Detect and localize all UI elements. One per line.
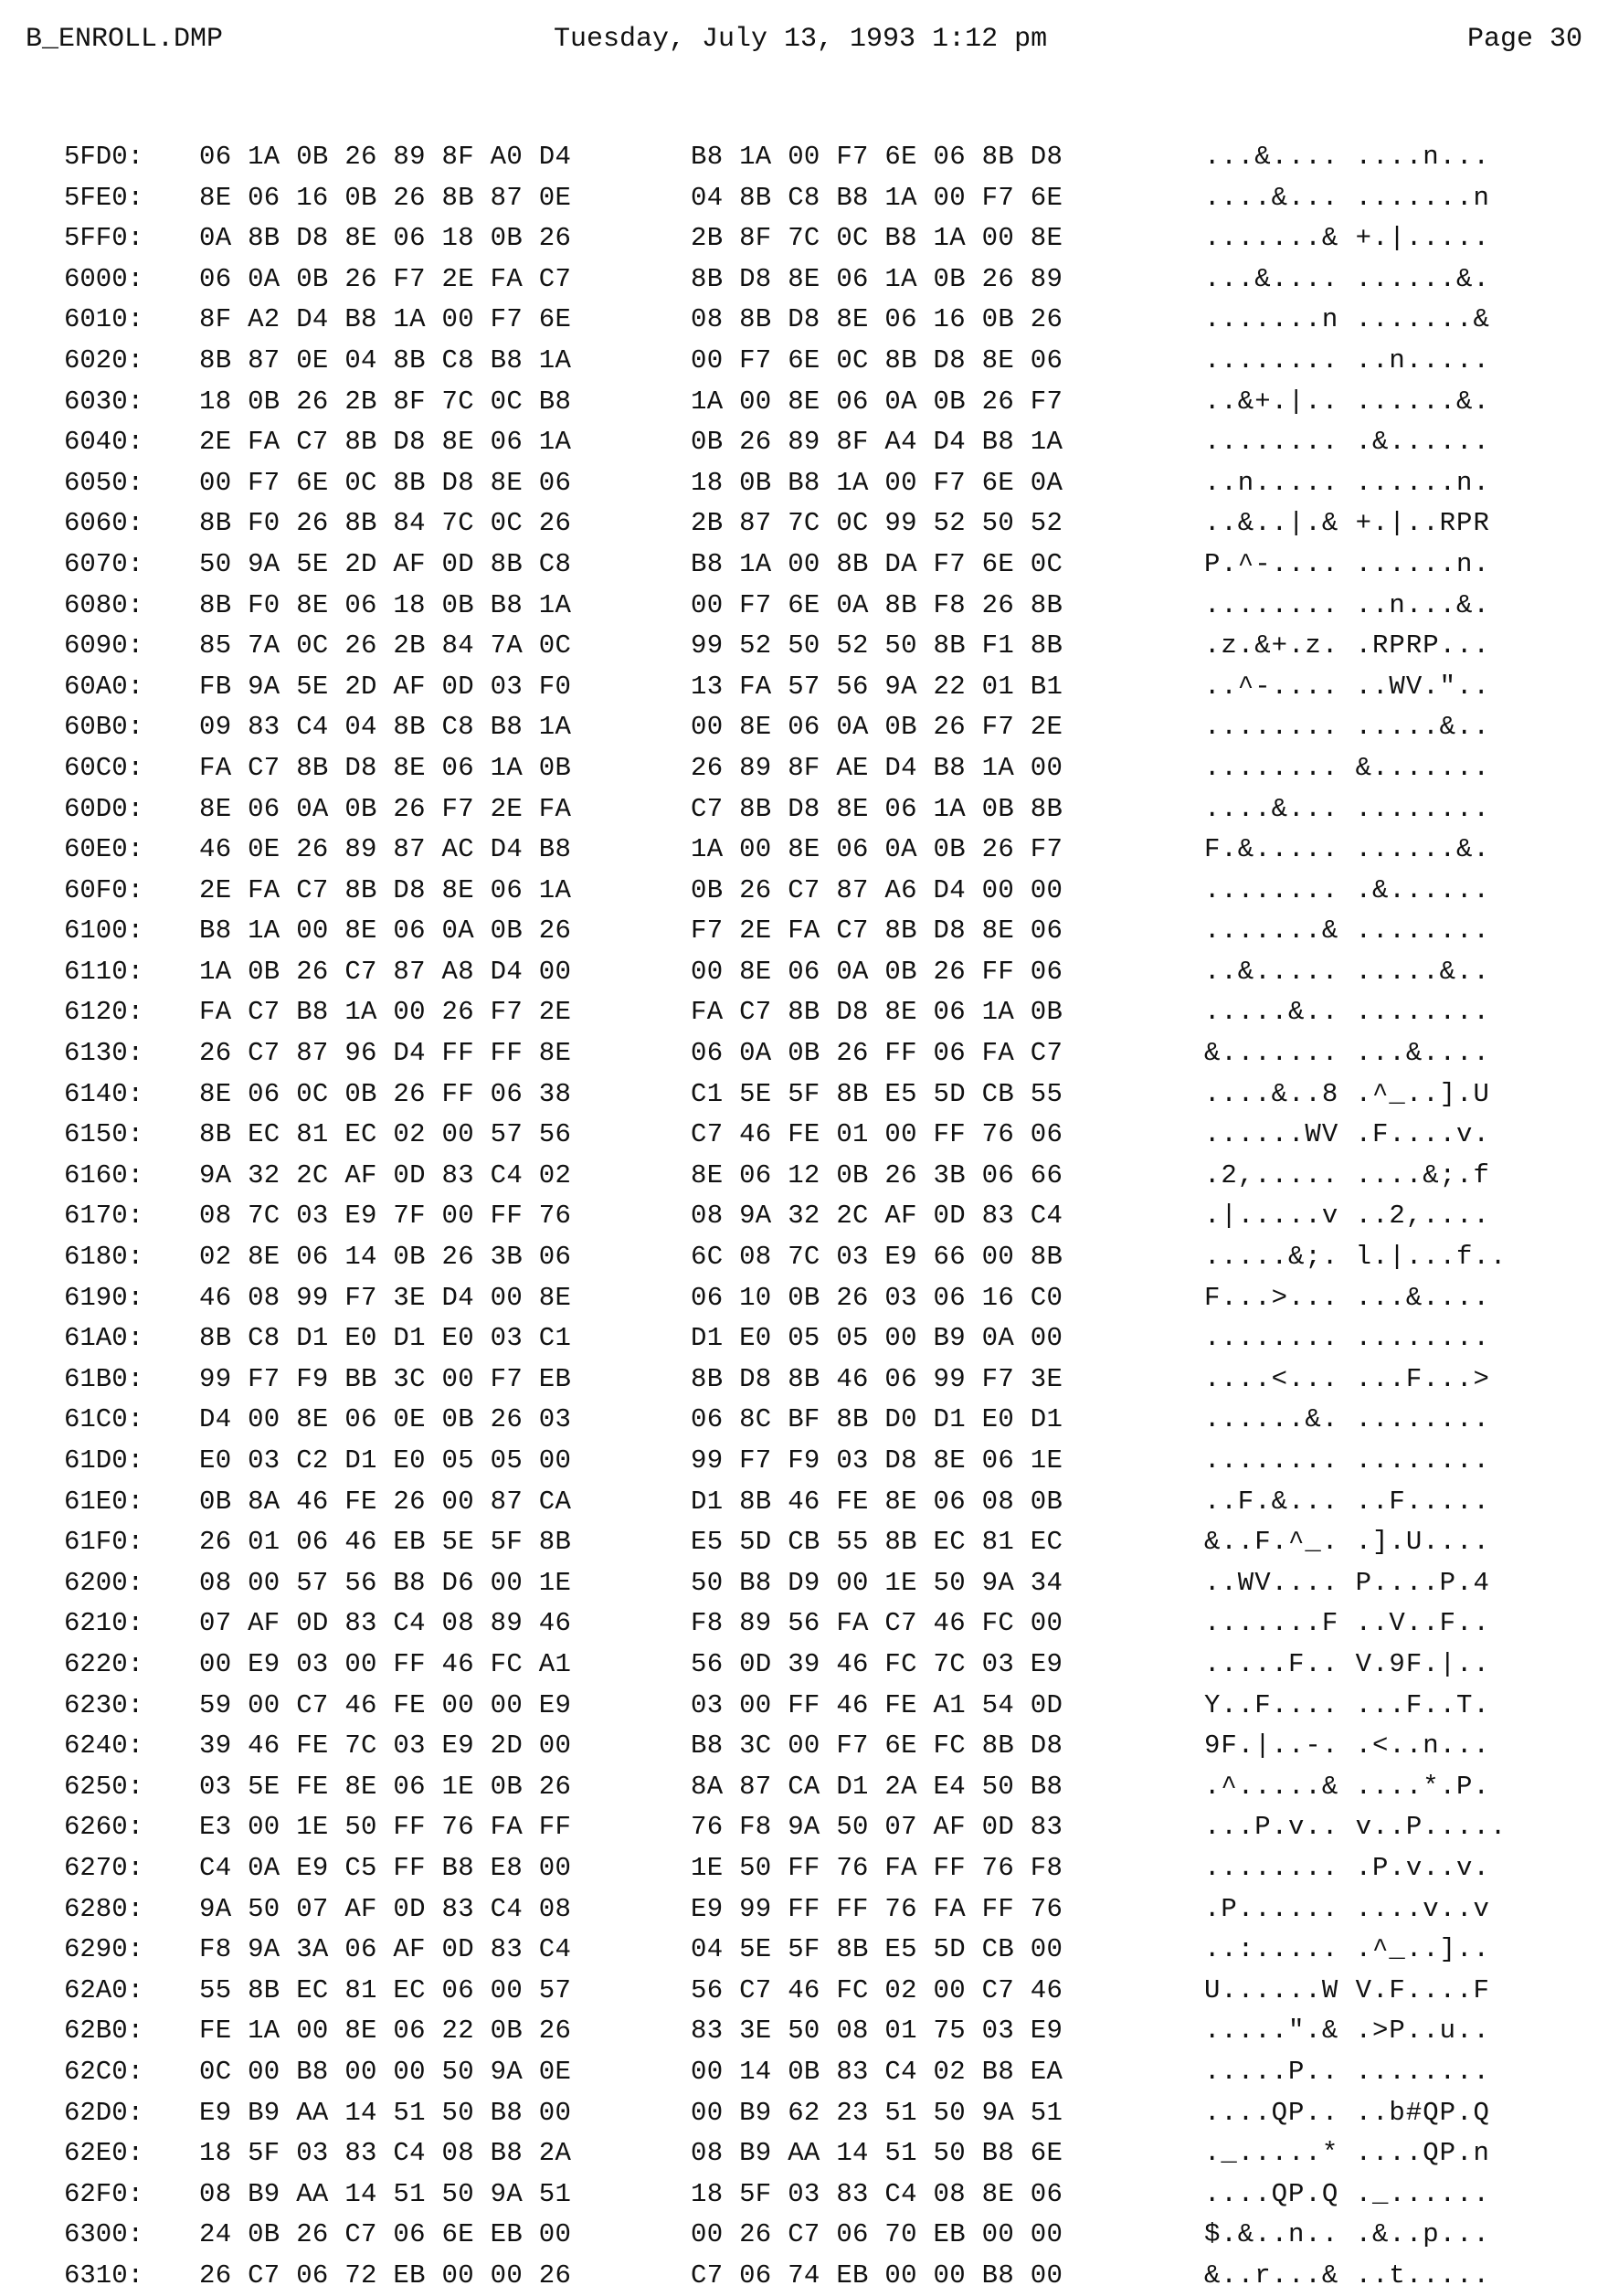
row-address: 60D0: [64,793,144,824]
dump-row [0,545,1608,586]
hex-dump [0,137,1608,2296]
row-address: 62C0: [64,2056,144,2087]
row-ascii: .....F.. V.9F.|.. [1204,1648,1490,1679]
row-ascii: .z.&+.z. .RPRP... [1204,630,1490,661]
row-hex-bytes-high: D1 8B 46 FE 8E 06 08 0B [691,1486,1063,1517]
row-hex-bytes-low: 8F A2 D4 B8 1A 00 F7 6E [199,304,572,335]
row-hex-bytes-high: 08 8B D8 8E 06 16 0B 26 [691,304,1063,335]
row-address: 61F0: [64,1527,144,1558]
dump-row [0,178,1608,219]
row-address: 6050: [64,467,144,498]
row-hex-bytes-low: FA C7 B8 1A 00 26 F7 2E [199,997,572,1028]
row-hex-bytes-low: 02 8E 06 14 0B 26 3B 06 [199,1242,572,1273]
row-ascii: ........ .&...... [1204,874,1490,905]
row-address: 62A0: [64,1974,144,2005]
row-address: 62F0: [64,2178,144,2209]
row-hex-bytes-high: 00 8E 06 0A 0B 26 F7 2E [691,712,1063,743]
row-hex-bytes-high: 04 8B C8 B8 1A 00 F7 6E [691,182,1063,213]
row-hex-bytes-high: 18 0B B8 1A 00 F7 6E 0A [691,467,1063,498]
row-hex-bytes-low: 07 AF 0D 83 C4 08 89 46 [199,1608,572,1639]
row-address: 61E0: [64,1486,144,1517]
row-hex-bytes-high: 08 9A 32 2C AF 0D 83 C4 [691,1201,1063,1232]
row-hex-bytes-high: E5 5D CB 55 8B EC 81 EC [691,1527,1063,1558]
row-hex-bytes-high: 8A 87 CA D1 2A E4 50 B8 [691,1771,1063,1802]
row-address: 5FE0: [64,182,144,213]
row-address: 60C0: [64,752,144,783]
row-hex-bytes-high: 99 52 50 52 50 8B F1 8B [691,630,1063,661]
row-ascii: F...>... ...&.... [1204,1282,1490,1313]
page-header [0,24,1608,60]
row-ascii: .2,..... ....&;.f [1204,1159,1490,1190]
row-hex-bytes-low: 85 7A 0C 26 2B 84 7A 0C [199,630,572,661]
row-address: 6100: [64,915,144,947]
dump-row [0,789,1608,831]
row-address: 6210: [64,1608,144,1639]
row-hex-bytes-low: 09 83 C4 04 8B C8 B8 1A [199,712,572,743]
dump-row [0,871,1608,912]
row-hex-bytes-low: C4 0A E9 C5 FF B8 E8 00 [199,1852,572,1883]
row-address: 60E0: [64,834,144,865]
row-hex-bytes-high: 56 0D 39 46 FC 7C 03 E9 [691,1648,1063,1679]
row-hex-bytes-high: B8 1A 00 8B DA F7 6E 0C [691,548,1063,579]
row-address: 6280: [64,1893,144,1924]
dump-row [0,1807,1608,1848]
row-hex-bytes-high: C7 06 74 EB 00 00 B8 00 [691,2259,1063,2291]
row-hex-bytes-high: 00 F7 6E 0C 8B D8 8E 06 [691,344,1063,376]
dump-row [0,463,1608,504]
row-hex-bytes-low: F8 9A 3A 06 AF 0D 83 C4 [199,1934,572,1965]
row-hex-bytes-high: C7 46 FE 01 00 FF 76 06 [691,1119,1063,1150]
dump-row [0,1522,1608,1563]
row-address: 6060: [64,508,144,539]
row-hex-bytes-low: FA C7 8B D8 8E 06 1A 0B [199,752,572,783]
row-hex-bytes-low: 24 0B 26 C7 06 6E EB 00 [199,2219,572,2250]
row-hex-bytes-high: B8 1A 00 F7 6E 06 8B D8 [691,142,1063,172]
row-ascii: ...&.... ....n... [1204,142,1490,172]
row-hex-bytes-low: 26 C7 06 72 EB 00 00 26 [199,2259,572,2291]
dump-row [0,382,1608,423]
row-hex-bytes-low: 2E FA C7 8B D8 8E 06 1A [199,427,572,458]
row-address: 6250: [64,1771,144,1802]
row-address: 61D0: [64,1445,144,1476]
row-hex-bytes-low: 8B EC 81 EC 02 00 57 56 [199,1119,572,1150]
dump-row [0,911,1608,952]
row-ascii: &..F.^_. .].U.... [1204,1527,1490,1558]
row-address: 60B0: [64,712,144,743]
row-hex-bytes-high: 04 5E 5F 8B E5 5D CB 00 [691,1934,1063,1965]
row-hex-bytes-low: 8E 06 0C 0B 26 FF 06 38 [199,1078,572,1109]
row-ascii: ......WV .F....v. [1204,1119,1490,1150]
dump-row [0,503,1608,545]
row-address: 6080: [64,589,144,620]
row-address: 5FF0: [64,223,144,254]
row-hex-bytes-high: 00 26 C7 06 70 EB 00 00 [691,2219,1063,2250]
dump-row [0,1237,1608,1278]
row-hex-bytes-high: 26 89 8F AE D4 B8 1A 00 [691,752,1063,783]
row-ascii: 9F.|..-. .<..n... [1204,1730,1490,1762]
row-hex-bytes-high: 76 F8 9A 50 07 AF 0D 83 [691,1812,1063,1843]
row-ascii: ....QP.Q ._...... [1204,2178,1490,2209]
dump-row [0,2215,1608,2256]
row-ascii: .......F ..V..F.. [1204,1608,1490,1639]
row-hex-bytes-high: 08 B9 AA 14 51 50 B8 6E [691,2138,1063,2169]
row-address: 6230: [64,1689,144,1720]
row-ascii: ........ ........ [1204,1445,1490,1476]
dump-filename: B_ENROLL.DMP [26,24,224,55]
row-address: 6140: [64,1078,144,1109]
row-hex-bytes-high: C1 5E 5F 8B E5 5D CB 55 [691,1078,1063,1109]
row-hex-bytes-low: 06 0A 0B 26 F7 2E FA C7 [199,263,572,294]
row-hex-bytes-low: 99 F7 F9 BB 3C 00 F7 EB [199,1363,572,1394]
row-hex-bytes-low: 08 00 57 56 B8 D6 00 1E [199,1567,572,1598]
row-hex-bytes-low: 0A 8B D8 8E 06 18 0B 26 [199,223,572,254]
row-hex-bytes-high: C7 8B D8 8E 06 1A 0B 8B [691,793,1063,824]
row-hex-bytes-low: 26 C7 87 96 D4 FF FF 8E [199,1038,572,1069]
row-hex-bytes-low: D4 00 8E 06 0E 0B 26 03 [199,1404,572,1435]
dump-row [0,218,1608,259]
row-hex-bytes-low: 8B C8 D1 E0 D1 E0 03 C1 [199,1323,572,1354]
row-ascii: .|.....v ..2,.... [1204,1201,1490,1232]
dump-row [0,748,1608,789]
row-hex-bytes-low: 00 E9 03 00 FF 46 FC A1 [199,1648,572,1679]
row-address: 6180: [64,1242,144,1273]
row-hex-bytes-low: 39 46 FE 7C 03 E9 2D 00 [199,1730,572,1762]
row-ascii: ..F.&... ..F..... [1204,1486,1490,1517]
row-ascii: ..:..... .^_..].. [1204,1934,1490,1965]
row-hex-bytes-high: 00 14 0B 83 C4 02 B8 EA [691,2056,1063,2087]
row-ascii: &..r...& ..t..... [1204,2259,1490,2291]
row-hex-bytes-high: E9 99 FF FF 76 FA FF 76 [691,1893,1063,1924]
dump-row [0,1196,1608,1237]
row-hex-bytes-high: 06 8C BF 8B D0 D1 E0 D1 [691,1404,1063,1435]
row-hex-bytes-low: 18 5F 03 83 C4 08 B8 2A [199,2138,572,2169]
row-address: 6160: [64,1159,144,1190]
row-hex-bytes-high: 2B 87 7C 0C 99 52 50 52 [691,508,1063,539]
row-hex-bytes-high: 6C 08 7C 03 E9 66 00 8B [691,1242,1063,1273]
row-ascii: .^.....& ....*.P. [1204,1771,1490,1802]
row-ascii: ...P.v.. v..P..... [1204,1812,1508,1843]
row-hex-bytes-high: 8B D8 8E 06 1A 0B 26 89 [691,263,1063,294]
row-hex-bytes-low: 0C 00 B8 00 00 50 9A 0E [199,2056,572,2087]
row-hex-bytes-low: 03 5E FE 8E 06 1E 0B 26 [199,1771,572,1802]
row-ascii: ....&..8 .^_..].U [1204,1078,1490,1109]
row-ascii: ....&... ........ [1204,793,1490,824]
row-hex-bytes-high: 56 C7 46 FC 02 00 C7 46 [691,1974,1063,2005]
row-address: 6190: [64,1282,144,1313]
dump-row [0,2174,1608,2216]
row-ascii: ........ ........ [1204,1323,1490,1354]
row-hex-bytes-high: 00 F7 6E 0A 8B F8 26 8B [691,589,1063,620]
row-address: 6070: [64,548,144,579]
row-address: 6270: [64,1852,144,1883]
dump-row [0,1156,1608,1197]
dump-row [0,300,1608,341]
row-hex-bytes-high: F8 89 56 FA C7 46 FC 00 [691,1608,1063,1639]
row-hex-bytes-high: FA C7 8B D8 8E 06 1A 0B [691,997,1063,1028]
row-hex-bytes-low: E9 B9 AA 14 51 50 B8 00 [199,2097,572,2128]
row-hex-bytes-high: 00 B9 62 23 51 50 9A 51 [691,2097,1063,2128]
row-address: 6120: [64,997,144,1028]
dump-row [0,1074,1608,1116]
row-ascii: ..&..|.& +.|..RPR [1204,508,1490,539]
dump-row [0,422,1608,463]
row-hex-bytes-low: FE 1A 00 8E 06 22 0B 26 [199,2016,572,2047]
dump-row [0,1115,1608,1156]
row-ascii: ..&..... .....&.. [1204,956,1490,987]
row-address: 60A0: [64,671,144,702]
row-address: 6090: [64,630,144,661]
row-hex-bytes-low: 9A 32 2C AF 0D 83 C4 02 [199,1159,572,1190]
row-hex-bytes-low: 18 0B 26 2B 8F 7C 0C B8 [199,386,572,417]
row-hex-bytes-high: 18 5F 03 83 C4 08 8E 06 [691,2178,1063,2209]
dump-row [0,137,1608,178]
row-hex-bytes-high: B8 3C 00 F7 6E FC 8B D8 [691,1730,1063,1762]
row-hex-bytes-low: 1A 0B 26 C7 87 A8 D4 00 [199,956,572,987]
dump-row [0,2256,1608,2296]
row-ascii: .P...... ....v..v [1204,1893,1490,1924]
row-address: 6260: [64,1812,144,1843]
row-hex-bytes-high: D1 E0 05 05 00 B9 0A 00 [691,1323,1063,1354]
row-hex-bytes-low: 08 B9 AA 14 51 50 9A 51 [199,2178,572,2209]
row-address: 6220: [64,1648,144,1679]
row-hex-bytes-high: 03 00 FF 46 FE A1 54 0D [691,1689,1063,1720]
row-hex-bytes-low: E3 00 1E 50 FF 76 FA FF [199,1812,572,1843]
row-hex-bytes-high: 8E 06 12 0B 26 3B 06 66 [691,1159,1063,1190]
dump-row [0,1400,1608,1441]
row-ascii: .....".& .>P..u.. [1204,2016,1490,2047]
row-ascii: .......& ........ [1204,915,1490,947]
row-hex-bytes-low: 46 08 99 F7 3E D4 00 8E [199,1282,572,1313]
row-address: 62E0: [64,2138,144,2169]
row-hex-bytes-low: 2E FA C7 8B D8 8E 06 1A [199,874,572,905]
row-hex-bytes-low: 50 9A 5E 2D AF 0D 8B C8 [199,548,572,579]
row-hex-bytes-low: 8E 06 16 0B 26 8B 87 0E [199,182,572,213]
row-ascii: ......&. ........ [1204,1404,1490,1435]
row-hex-bytes-high: 1A 00 8E 06 0A 0B 26 F7 [691,386,1063,417]
dump-row [0,1278,1608,1319]
row-hex-bytes-high: 06 0A 0B 26 FF 06 FA C7 [691,1038,1063,1069]
row-ascii: .......n .......& [1204,304,1490,335]
row-hex-bytes-high: 1A 00 8E 06 0A 0B 26 F7 [691,834,1063,865]
dump-row [0,2011,1608,2052]
row-address: 6240: [64,1730,144,1762]
row-hex-bytes-low: 8B F0 26 8B 84 7C 0C 26 [199,508,572,539]
dump-row [0,2093,1608,2134]
dump-row [0,1889,1608,1931]
dump-row [0,1686,1608,1727]
row-hex-bytes-low: B8 1A 00 8E 06 0A 0B 26 [199,915,572,947]
row-ascii: $.&..n.. .&..p... [1204,2219,1490,2250]
dump-row [0,992,1608,1033]
row-address: 6130: [64,1038,144,1069]
row-hex-bytes-low: 9A 50 07 AF 0D 83 C4 08 [199,1893,572,1924]
row-address: 6300: [64,2219,144,2250]
dump-row [0,2052,1608,2093]
dump-row [0,1441,1608,1482]
row-ascii: ........ .P.v..v. [1204,1852,1490,1883]
row-hex-bytes-low: 00 F7 6E 0C 8B D8 8E 06 [199,467,572,498]
row-hex-bytes-high: 00 8E 06 0A 0B 26 FF 06 [691,956,1063,987]
row-address: 6310: [64,2259,144,2291]
row-address: 6200: [64,1567,144,1598]
row-hex-bytes-low: 08 7C 03 E9 7F 00 FF 76 [199,1201,572,1232]
row-hex-bytes-low: 59 00 C7 46 FE 00 00 E9 [199,1689,572,1720]
row-address: 6030: [64,386,144,417]
row-hex-bytes-high: 13 FA 57 56 9A 22 01 B1 [691,671,1063,702]
row-ascii: ..&+.|.. ......&. [1204,386,1490,417]
row-hex-bytes-low: 46 0E 26 89 87 AC D4 B8 [199,834,572,865]
row-address: 6290: [64,1934,144,1965]
dump-row [0,1360,1608,1401]
row-ascii: U......W V.F....F [1204,1974,1490,2005]
row-address: 6000: [64,263,144,294]
dump-row [0,259,1608,301]
row-ascii: ....<... ...F...> [1204,1363,1490,1394]
dump-row [0,1971,1608,2012]
row-ascii: ..^-.... ..WV.".. [1204,671,1490,702]
row-address: 61A0: [64,1323,144,1354]
row-hex-bytes-high: 8B D8 8B 46 06 99 F7 3E [691,1363,1063,1394]
row-ascii: Y..F.... ...F..T. [1204,1689,1490,1720]
row-hex-bytes-high: 1E 50 FF 76 FA FF 76 F8 [691,1852,1063,1883]
dump-row [0,830,1608,871]
row-hex-bytes-low: 8E 06 0A 0B 26 F7 2E FA [199,793,572,824]
row-hex-bytes-high: 83 3E 50 08 01 75 03 E9 [691,2016,1063,2047]
dump-row [0,1603,1608,1645]
dump-row [0,341,1608,382]
row-ascii: ..WV.... P....P.4 [1204,1567,1490,1598]
dump-row [0,1930,1608,1971]
row-ascii: .....&;. l.|...f.. [1204,1242,1508,1273]
row-hex-bytes-low: 06 1A 0B 26 89 8F A0 D4 [199,142,572,172]
dump-row [0,2133,1608,2174]
row-hex-bytes-high: 0B 26 C7 87 A6 D4 00 00 [691,874,1063,905]
row-hex-bytes-high: 06 10 0B 26 03 06 16 C0 [691,1282,1063,1313]
dump-row [0,1033,1608,1074]
row-hex-bytes-low: 8B 87 0E 04 8B C8 B8 1A [199,344,572,376]
row-address: 61C0: [64,1404,144,1435]
dump-row [0,667,1608,708]
dump-row [0,1726,1608,1767]
row-hex-bytes-high: 99 F7 F9 03 D8 8E 06 1E [691,1445,1063,1476]
row-address: 6010: [64,304,144,335]
row-ascii: ....&... .......n [1204,182,1490,213]
dump-datetime: Tuesday, July 13, 1993 1:12 pm [554,24,1048,55]
row-address: 6170: [64,1201,144,1232]
row-ascii: ....QP.. ..b#QP.Q [1204,2097,1490,2128]
row-ascii: ........ .....&.. [1204,712,1490,743]
dump-row [0,1482,1608,1523]
row-address: 6150: [64,1119,144,1150]
row-address: 6040: [64,427,144,458]
row-hex-bytes-low: E0 03 C2 D1 E0 05 05 00 [199,1445,572,1476]
row-ascii: .....P.. ........ [1204,2056,1490,2087]
row-hex-bytes-low: 26 01 06 46 EB 5E 5F 8B [199,1527,572,1558]
row-address: 62D0: [64,2097,144,2128]
row-hex-bytes-low: FB 9A 5E 2D AF 0D 03 F0 [199,671,572,702]
row-ascii: ........ .&...... [1204,427,1490,458]
dump-row [0,1645,1608,1686]
row-address: 61B0: [64,1363,144,1394]
row-ascii: ...&.... ......&. [1204,263,1490,294]
row-ascii: ........ &....... [1204,752,1490,783]
dump-row [0,586,1608,627]
row-address: 6110: [64,956,144,987]
row-address: 5FD0: [64,142,144,172]
row-ascii: ........ ..n..... [1204,344,1490,376]
dump-row [0,1318,1608,1360]
row-ascii: &....... ...&.... [1204,1038,1490,1069]
row-hex-bytes-low: 0B 8A 46 FE 26 00 87 CA [199,1486,572,1517]
row-hex-bytes-high: 2B 8F 7C 0C B8 1A 00 8E [691,223,1063,254]
row-ascii: ._.....* ....QP.n [1204,2138,1490,2169]
row-ascii: P.^-.... ......n. [1204,548,1490,579]
row-ascii: F.&..... ......&. [1204,834,1490,865]
row-address: 60F0: [64,874,144,905]
dump-row [0,1767,1608,1808]
row-ascii: .......& +.|..... [1204,223,1490,254]
row-hex-bytes-low: 55 8B EC 81 EC 06 00 57 [199,1974,572,2005]
row-address: 62B0: [64,2016,144,2047]
row-hex-bytes-high: F7 2E FA C7 8B D8 8E 06 [691,915,1063,947]
row-ascii: .....&.. ........ [1204,997,1490,1028]
dump-row [0,626,1608,667]
dump-row [0,1563,1608,1604]
dump-row [0,1848,1608,1889]
row-ascii: ........ ..n...&. [1204,589,1490,620]
row-hex-bytes-high: 50 B8 D9 00 1E 50 9A 34 [691,1567,1063,1598]
dump-row [0,952,1608,993]
row-ascii: ..n..... ......n. [1204,467,1490,498]
row-hex-bytes-high: 0B 26 89 8F A4 D4 B8 1A [691,427,1063,458]
page-number: Page 30 [1466,24,1582,55]
row-hex-bytes-low: 8B F0 8E 06 18 0B B8 1A [199,589,572,620]
dump-row [0,707,1608,748]
row-address: 6020: [64,344,144,376]
